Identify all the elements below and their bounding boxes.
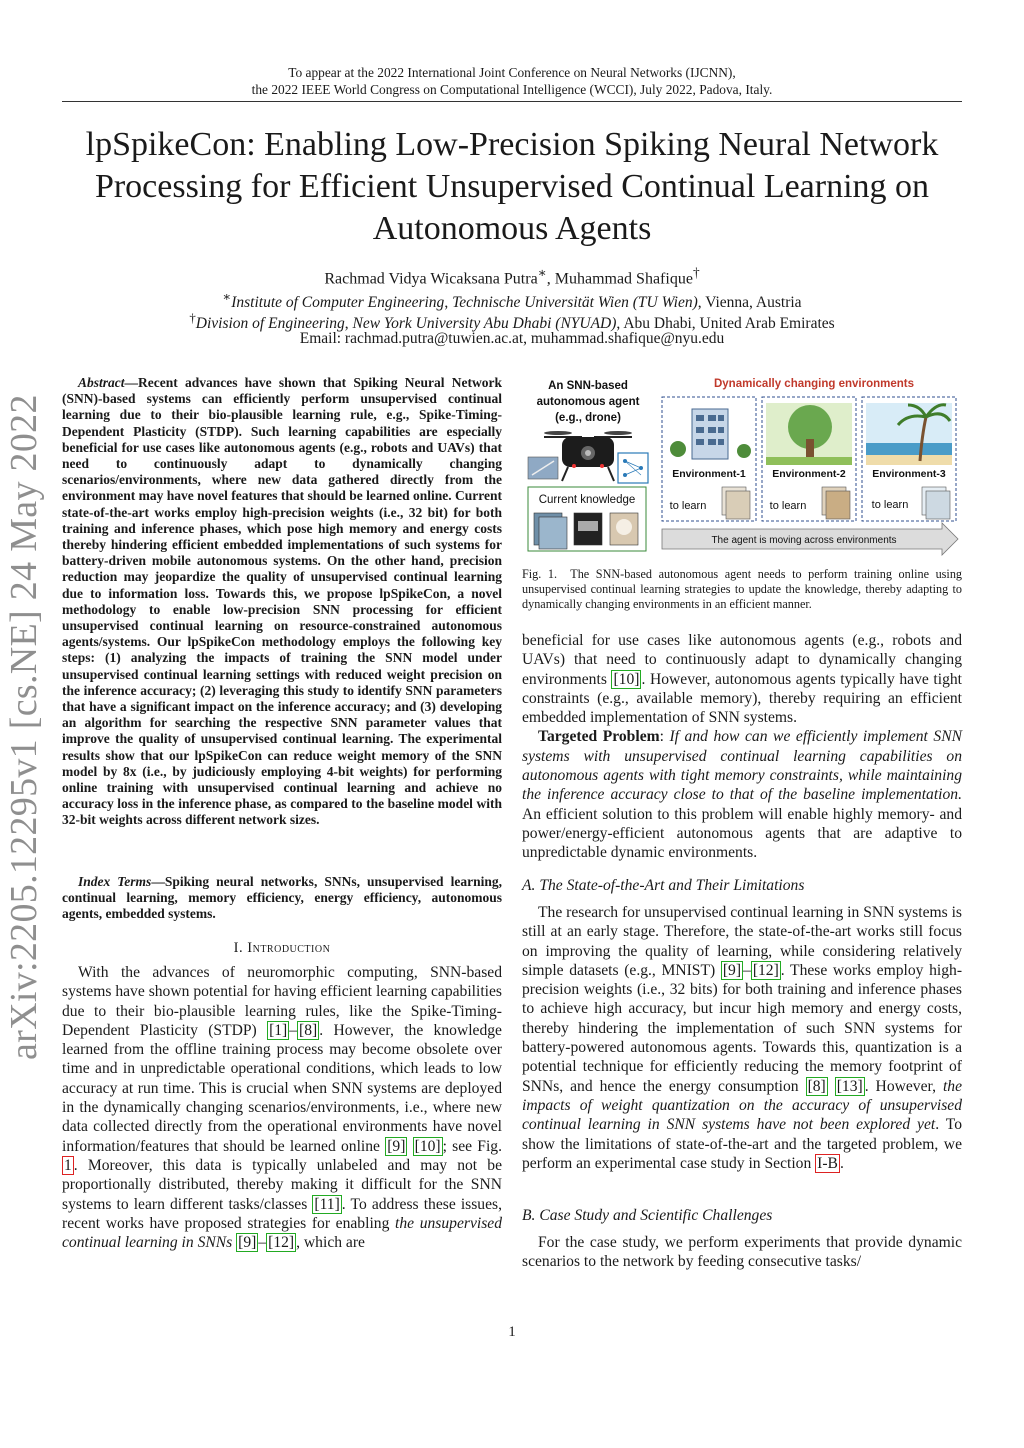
affiliation-1-mark: ∗ — [222, 289, 232, 304]
intro-text-d: . Moreover, this data is typically unlabeled and may not be proportionally distributed, thereby making it difficult for the SNN systems to learn different tasks/classes — [62, 1156, 502, 1213]
venue-line-1: To appear at the 2022 International Joint Conference on Neural Networks (IJCNN), — [288, 65, 736, 80]
title-line-3: Autonomous Agents — [372, 210, 652, 247]
author-2: Muhammad Shafique — [554, 270, 693, 288]
citation-link[interactable]: [11] — [314, 1195, 340, 1213]
tree-icon — [766, 403, 852, 465]
targeted-problem-statement: If and how can we efficiently implement SNN systems with unsupervised continual learning capabilities on autonomous agents with tight memory constraints, while maintaining the inference accuracy close to that of the baseline implementation. — [522, 728, 963, 804]
title-line-1: lpSpikeCon: Enabling Low-Precision Spiking Neural Network — [85, 126, 939, 163]
sota-emphasis: the impacts of weight quantization on the accuracy of unsupervised continual learning in SNN systems have not been explored yet — [522, 1077, 963, 1134]
affiliation-2-place: , Abu Dhabi, United Arab Emirates — [616, 315, 835, 333]
to-learn-1: to learn — [669, 500, 707, 512]
index-terms — [62, 874, 502, 923]
figure-1-caption — [522, 567, 962, 612]
right-column-intro — [522, 631, 962, 863]
sota-text-d: . To show the limitations of state-of-the-art and the targeted problem, we perform an experimental case study in Section — [522, 1116, 963, 1172]
caption-label: Fig. 1. — [522, 567, 558, 581]
affiliation-2-mark: † — [189, 310, 196, 325]
intro-text-f: , which are — [296, 1234, 365, 1252]
author-1-mark: ∗ — [537, 265, 547, 280]
citation-link[interactable]: [9] — [238, 1234, 257, 1252]
right-text-a: beneficial for use cases like autonomous agents (e.g., robots and UAVs) that need to continuously adapt to dynamically changing environments — [522, 632, 962, 688]
targeted-problem-label: Targeted Problem — [538, 728, 660, 746]
citation-link[interactable]: [10] — [414, 1137, 441, 1155]
sota-text-e: . — [839, 1154, 844, 1172]
moving-label: The agent is moving across environments — [711, 535, 897, 546]
author-2-mark: † — [692, 265, 700, 280]
environment-3-label: Environment-3 — [872, 468, 946, 480]
neural-network-icon — [618, 453, 648, 483]
environment-2-label: Environment-2 — [772, 468, 846, 480]
sota-text-a: The research for unsupervised continual learning in SNN systems is still at an early stage. Therefore, the state-of-the-art works still focus on improving the quality of learning, while considering relatively simple datasets (e.g., MNIST) — [522, 904, 962, 979]
case-study-paragraph: For the case study, we perform experiments that provide dynamic scenarios to the network by feeding consecutive tasks/ — [522, 1234, 962, 1271]
to-learn-3: to learn — [871, 499, 909, 511]
subsection-heading-b: B. Case Study and Scientific Challenges — [522, 1207, 773, 1224]
current-knowledge-label: Current knowledge — [538, 494, 636, 506]
case-study-text — [522, 1233, 962, 1272]
figure-1-illustration — [522, 373, 962, 559]
right-text-b: . However, autonomous agents typically have tight constraints (e.g., available memory), thereby requiring an efficient embedded implementation of SNN systems. — [522, 670, 963, 727]
section-heading-introduction — [62, 940, 502, 957]
learn-images-1-icon — [722, 487, 750, 519]
abstract-label: Abstract — [78, 375, 125, 390]
citation-link[interactable]: [9] — [722, 961, 742, 979]
knowledge-images-icon — [534, 513, 638, 549]
section-link[interactable]: I-B — [817, 1154, 838, 1172]
venue-line-2: the 2022 IEEE World Congress on Computational Intelligence (WCCI), July 2022, Padova, Italy. — [251, 82, 773, 97]
subsection-heading-a: A. The State-of-the-Art and Their Limitations — [522, 877, 805, 894]
citation-link[interactable]: [9] — [387, 1137, 406, 1155]
page-number: 1 — [508, 1324, 516, 1340]
targeted-problem-colon: : — [659, 728, 670, 746]
environments-title: Dynamically changing environments — [713, 378, 915, 390]
section-title: Introduction — [247, 940, 331, 956]
introduction-text — [62, 963, 502, 1252]
affiliation-2-univ: New York University Abu Dhabi (NYUAD) — [352, 315, 617, 333]
citation-link[interactable]: [12] — [752, 961, 779, 979]
index-terms-label: Index Terms — [78, 874, 152, 889]
sota-text-b: . These works employ high-precision weights (i.e., 32 bits) for both training and inference phases to achieve high accuracy, but incur high memory and energy costs, thereby hindering the implementation of such SNN systems for battery-powered autonomous agents. Towards this, quantization is a potential technique for efficiently reducing the memory footprint of SNNs, and hence the energy consumption — [522, 961, 963, 1095]
section-number: I. — [233, 940, 248, 956]
citation-link[interactable]: [10] — [613, 670, 640, 688]
citation-link[interactable]: [12] — [268, 1234, 295, 1252]
venue-note — [62, 64, 962, 98]
learn-images-3-icon — [922, 487, 950, 519]
intro-text-b: . However, the knowledge learned from the offline training process may become obsolete over time and in unpredictable operational conditions, which leads to low accuracy at run time. This is crucial when SNN systems are deployed in the dynamically changing scenarios/environments, i.e., where new data collected directly from the operational environments have novel information/features that should be learned online — [62, 1021, 502, 1155]
citation-link[interactable]: [1] — [269, 1021, 288, 1039]
agent-label-1: An SNN-based — [548, 380, 628, 392]
index-terms-text: Spiking neural networks, SNNs, unsupervised learning, continual learning, memory efficiency, energy efficiency, autonomous agents, embedded systems. — [62, 874, 502, 922]
citation-link[interactable]: [13] — [836, 1077, 863, 1095]
paper-title — [62, 124, 962, 250]
abstract-dash: — — [124, 375, 139, 390]
index-terms-dash: — — [151, 874, 165, 889]
author-1: Rachmad Vidya Wicaksana Putra — [324, 270, 538, 288]
beach-palm-icon — [866, 403, 952, 465]
figure-link[interactable]: 1 — [64, 1156, 72, 1174]
environment-1-label: Environment-1 — [672, 468, 746, 480]
to-learn-2: to learn — [769, 500, 807, 512]
cite-dash: – — [289, 1021, 298, 1039]
intro-text-a: With the advances of neuromorphic computing, SNN-based systems have shown potential for having efficient learning capabilities due to their bio-plausible learning rules, like the Spike-Timing-Dependent Plasticity (STDP) — [62, 964, 502, 1039]
affiliation-2-sep: , — [344, 315, 353, 333]
camera-view-icon — [528, 457, 558, 479]
sota-text-c: . However, — [864, 1077, 943, 1095]
affiliation-1-sep: , — [444, 294, 453, 312]
cite-dash: – — [743, 961, 751, 979]
state-of-the-art-text — [522, 903, 962, 1173]
header-rule — [62, 101, 962, 102]
cite-dash: – — [258, 1234, 267, 1252]
affiliation-1-place: , Vienna, Austria — [697, 294, 802, 312]
agent-label-3: (e.g., drone) — [555, 412, 621, 424]
intro-emphasis: the unsupervised continual learning in SNNs — [62, 1214, 502, 1252]
affiliation-2-dept: Division of Engineering — [195, 315, 345, 333]
caption-text: The SNN-based autonomous agent needs to perform training online using unsupervised continual learning strategies to update the knowledge, thereby adapting to dynamically changing environments in an efficient manner. — [522, 567, 963, 611]
affiliation-1-univ: Technische Universität Wien (TU Wien) — [452, 294, 698, 312]
citation-link[interactable]: [8] — [807, 1077, 826, 1095]
abstract-text: Recent advances have shown that Spiking Neural Network (SNN)-based systems can efficiently perform unsupervised continual learning due to their bio-plausible learning rule, e.g., Spike-Timing-Dependent Plasticity (STDP). Such learning capabilities are especially beneficial for use cases like autonomous agents (e.g., robots and UAVs) that need to continuously adapt to dynamically changing scenarios/environments, where new data gathered directly from the environment may have novel features that should be learned online. Current state-of-the-art works employ high-precision weights (i.e., 32 bit) for both training and inference phases, which pose high memory and energy costs thereby hindering efficient embedded implementations of such systems for battery-driven mobile autonomous systems. On the other hand, precision reduction may jeopardize the quality of unsupervised continual learning due to information loss. Towards this, we propose lpSpikeCon, a novel methodology to enable low-precision SNN processing for efficient unsupervised continual learning on resource-constrained autonomous agents/systems. Our lpSpikeCon methodology employs the following key steps: (1) analyzing the impacts of training the SNN model under unsupervised continual learning settings with reduced weight precision on the inference accuracy; (2) leveraging this study to identify SNN parameters that have a significant impact on the inference accuracy; and (3) developing an algorithm for searching the respective SNN parameter values that improve the quality of unsupervised continual learning. The experimental results show that our lpSpikeCon can reduce weight memory of the SNN model by 8x (i.e., by judiciously employing 4-bit weights) for performing online training with unsupervised continual learning and achieve no accuracy loss in the inference phase, as compared to the baseline model with 32-bit weights across different network sizes. — [62, 375, 502, 828]
intro-text-c: ; see Fig. — [442, 1137, 502, 1155]
targeted-problem-rest: An efficient solution to this problem will enable highly memory- and power/energy-efficient autonomous agents that are adaptive to unpredictable dynamic environments. — [522, 805, 962, 862]
learn-images-2-icon — [822, 487, 850, 519]
title-line-2: Processing for Efficient Unsupervised Continual Learning on — [94, 168, 930, 205]
email-line: Email: rachmad.putra@tuwien.ac.at, muhammad.shafique@nyu.edu — [299, 330, 725, 347]
citation-link[interactable]: [8] — [299, 1021, 318, 1039]
figure-1 — [522, 373, 962, 559]
abstract — [62, 375, 502, 829]
intro-text-e: . To address these issues, recent works have proposed strategies for enabling — [62, 1195, 502, 1232]
author-sep: , — [546, 270, 555, 288]
affiliation-1-dept: Institute of Computer Engineering — [231, 294, 445, 312]
agent-label-2: autonomous agent — [536, 396, 640, 408]
arxiv-stamp: arXiv:2205.12295v1 [cs.NE] 24 May 2022 — [3, 394, 45, 1060]
